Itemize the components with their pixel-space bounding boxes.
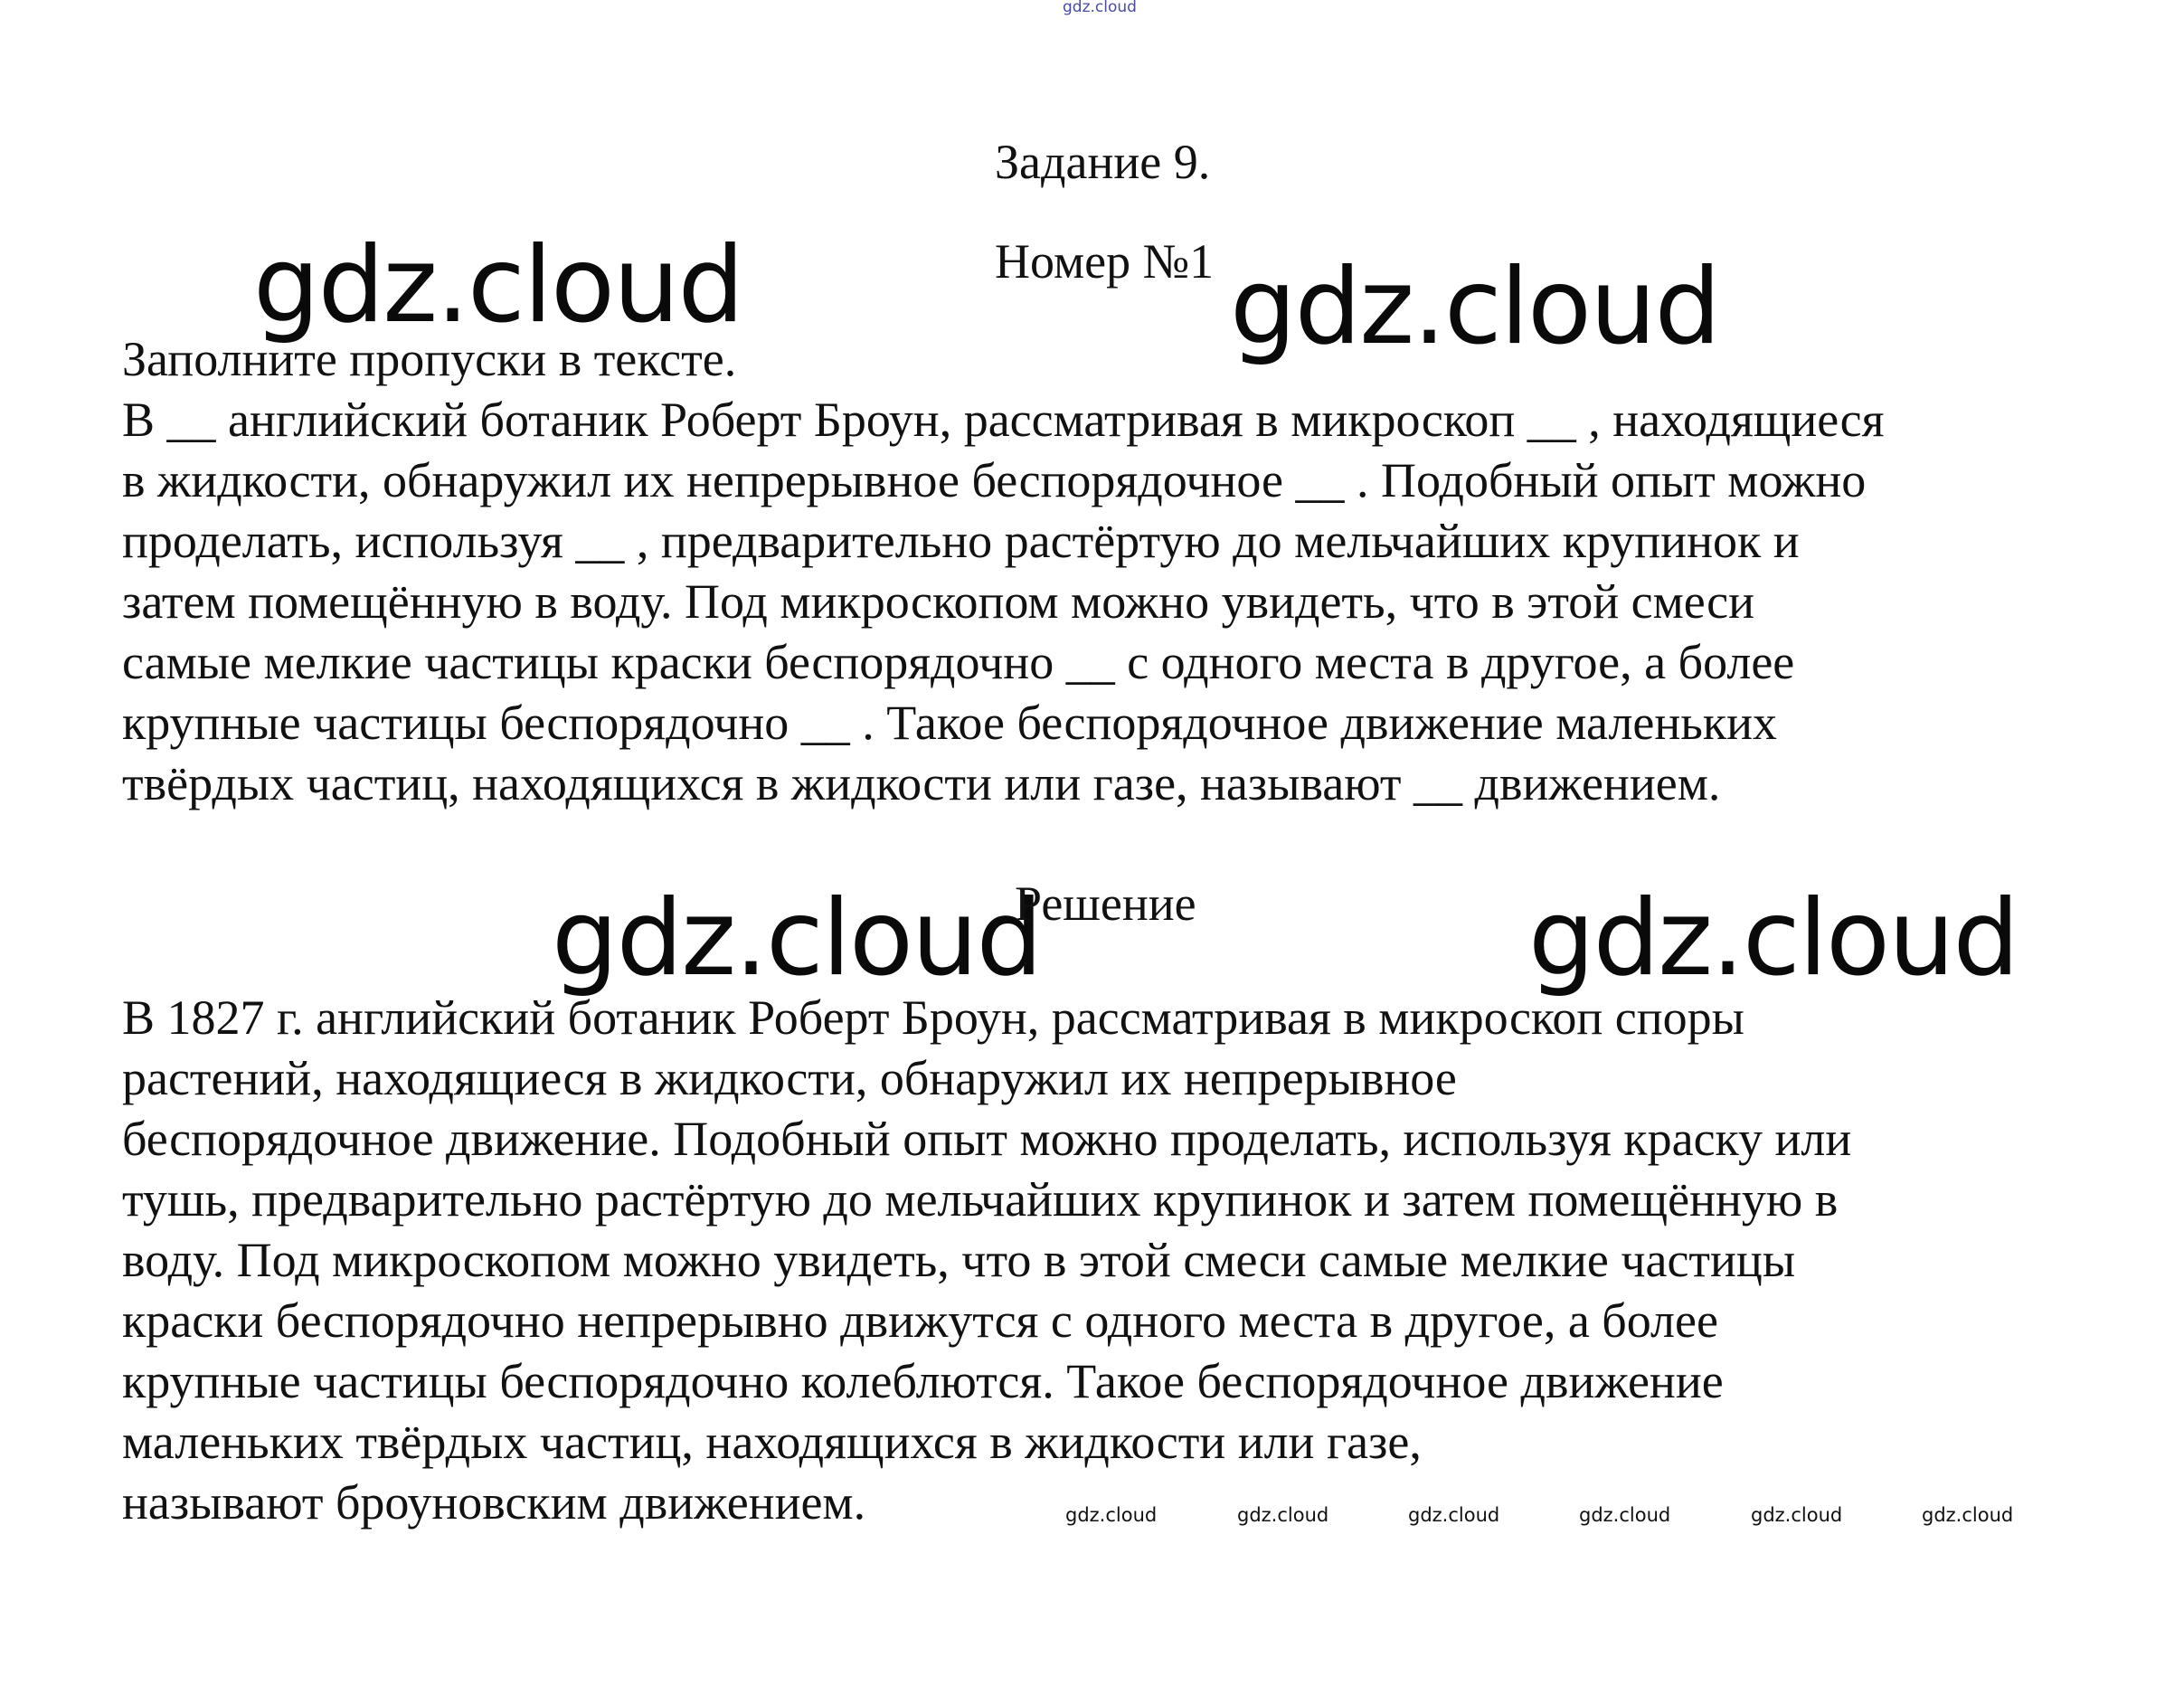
solution-line: воду. Под микроскопом можно увидеть, что в этой смеси самые мелкие частицы: [122, 1233, 1796, 1287]
question-line: В __ английский ботаник Роберт Броун, рассматривая в микроскоп __ , находящиеся: [122, 393, 1885, 447]
solution-line: краски беспорядочно непрерывно движутся с одного места в другое, а более: [122, 1293, 1718, 1348]
question-block: [122, 329, 1884, 814]
watermark-small: gdz.cloud: [1751, 1504, 1843, 1526]
question-line: затем помещённую в воду. Под микроскопом можно увидеть, что в этой смеси: [122, 574, 1754, 629]
solution-line: В 1827 г. английский ботаник Роберт Броун, рассматривая в микроскоп споры: [122, 990, 1744, 1045]
solution-line: крупные частицы беспорядочно колеблются. Такое беспорядочное движение: [122, 1354, 1724, 1408]
question-line: самые мелкие частицы краски беспорядочно __ с одного места в другое, а более: [122, 635, 1795, 689]
question-line: твёрдых частиц, находящихся в жидкости или газе, называют __ движением.: [122, 756, 1721, 810]
solution-line: растений, находящиеся в жидкости, обнаружил их непрерывное: [122, 1051, 1457, 1105]
watermark-small: gdz.cloud: [1579, 1504, 1671, 1526]
watermark-large: gdz.cloud: [552, 877, 1042, 999]
solution-line: называют броуновским движением.: [122, 1475, 866, 1530]
watermark-small: gdz.cloud: [1237, 1504, 1329, 1526]
question-line: проделать, используя __ , предварительно растёртую до мельчайших крупинок и: [122, 514, 1800, 568]
task-number: Номер №1: [995, 234, 1215, 289]
solution-heading: Решение: [1015, 876, 1196, 931]
watermark-small: gdz.cloud: [1408, 1504, 1500, 1526]
question-line: крупные частицы беспорядочно __ . Такое беспорядочное движение маленьких: [122, 696, 1778, 750]
watermark-large: gdz.cloud: [1528, 877, 2019, 999]
watermark-large: gdz.cloud: [253, 224, 743, 346]
question-instruction: Заполните пропуски в тексте.: [122, 332, 737, 386]
watermark-top: gdz.cloud: [1063, 0, 1137, 16]
watermark-small: gdz.cloud: [1065, 1504, 1158, 1526]
watermark-small: gdz.cloud: [1922, 1504, 2014, 1526]
watermark-large: gdz.cloud: [1230, 246, 1720, 368]
solution-line: тушь, предварительно растёртую до мельчайших крупинок и затем помещённую в: [122, 1172, 1839, 1227]
question-line: в жидкости, обнаружил их непрерывное беспорядочное __ . Подобный опыт можно: [122, 453, 1867, 507]
solution-block: [122, 988, 1851, 1533]
solution-line: маленьких твёрдых частиц, находящихся в жидкости или газе,: [122, 1415, 1422, 1469]
solution-line: беспорядочное движение. Подобный опыт можно проделать, используя краску или: [122, 1112, 1852, 1166]
task-title: Задание 9.: [995, 135, 1211, 189]
